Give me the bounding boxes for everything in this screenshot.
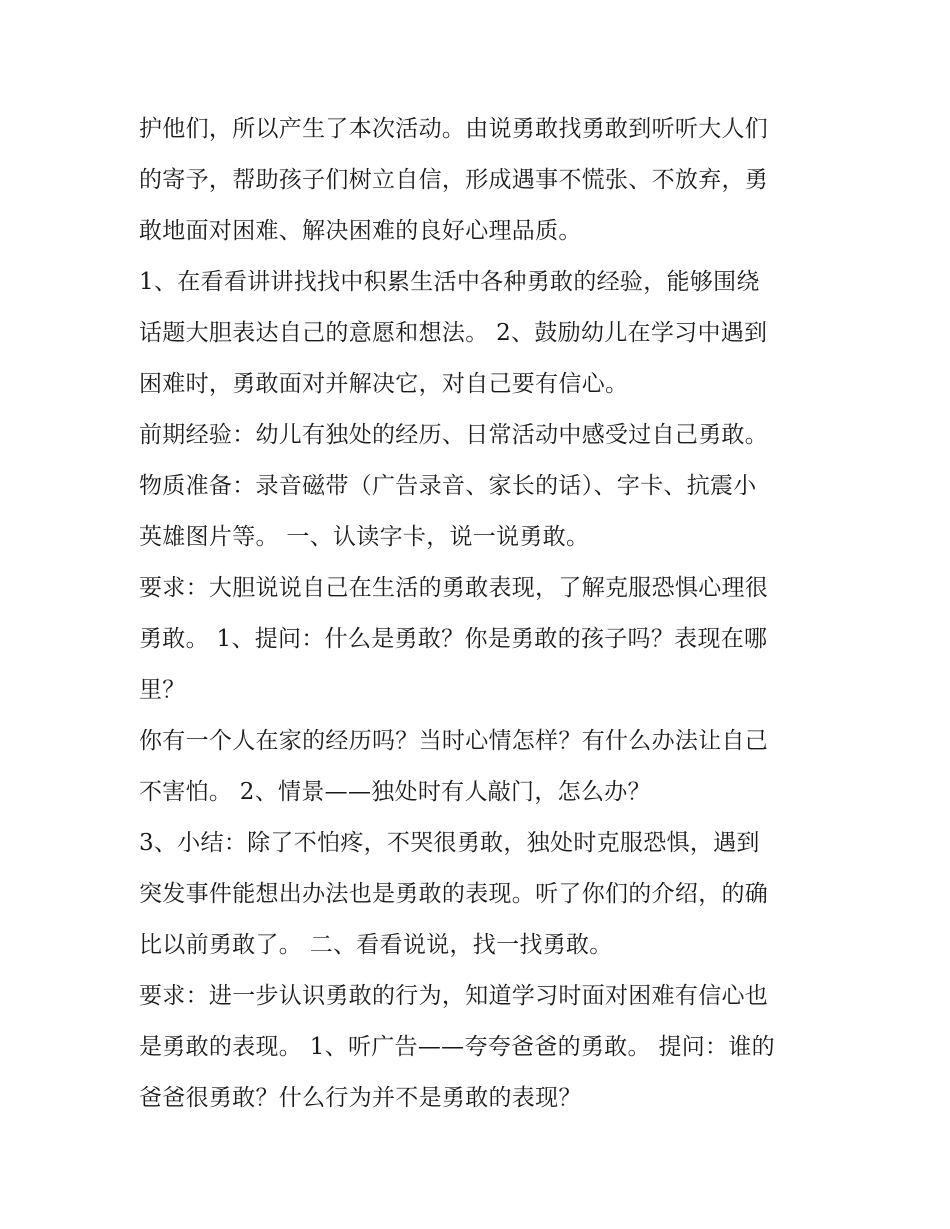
text-line: 英雄图片等。 一、认读字卡，说一说勇敢。: [139, 524, 590, 550]
text-line: 敢地面对困难、解决困难的良好心理品质。: [139, 218, 582, 244]
text-line: 的寄予，帮助孩子们树立自信，形成遇事不慌张、不放弃，勇: [139, 167, 769, 193]
text-line: 是勇敢的表现。 1、听广告——夸夸爸爸的勇敢。 提问：谁的: [139, 1034, 775, 1060]
text-line: 不害怕。 2、情景——独处时有人敲门，怎么办？: [139, 779, 651, 805]
text-line: 突发事件能想出办法也是勇敢的表现。听了你们的介绍，的确: [139, 881, 769, 907]
text-line: 比以前勇敢了。 二、看看说说，找一找勇敢。: [139, 932, 613, 958]
text-line: 物质准备：录音磁带（广告录音、家长的话）、字卡、抗震小: [139, 473, 757, 499]
text-line: 要求：进一步认识勇敢的行为，知道学习时面对困难有信心也: [139, 983, 769, 1009]
text-line: 要求：大胆说说自己在生活的勇敢表现，了解克服恐惧心理很: [139, 575, 769, 601]
text-line: 前期经验：幼儿有独处的经历、日常活动中感受过自己勇敢。: [139, 422, 769, 448]
text-line: 爸爸很勇敢？什么行为并不是勇敢的表现？: [139, 1085, 582, 1111]
text-line: 你有一个人在家的经历吗？当时心情怎样？有什么办法让自己: [139, 728, 769, 754]
text-line: 勇敢。 1、提问：什么是勇敢？你是勇敢的孩子吗？表现在哪: [139, 626, 768, 652]
text-line: 话题大胆表达自己的意愿和想法。 2、鼓励幼儿在学习中遇到: [139, 320, 768, 346]
text-line: 3、小结：除了不怕疼，不哭很勇敢，独处时克服恐惧，遇到: [139, 830, 760, 856]
text-line: 困难时，勇敢面对并解决它，对自己要有信心。: [139, 371, 629, 397]
text-line: 护他们，所以产生了本次活动。由说勇敢找勇敢到听听大人们: [139, 116, 769, 142]
text-line: 里？: [139, 677, 186, 703]
text-line: 1、在看看讲讲找找中积累生活中各种勇敢的经验，能够围绕: [139, 269, 760, 295]
document-text-body: [139, 104, 819, 1124]
